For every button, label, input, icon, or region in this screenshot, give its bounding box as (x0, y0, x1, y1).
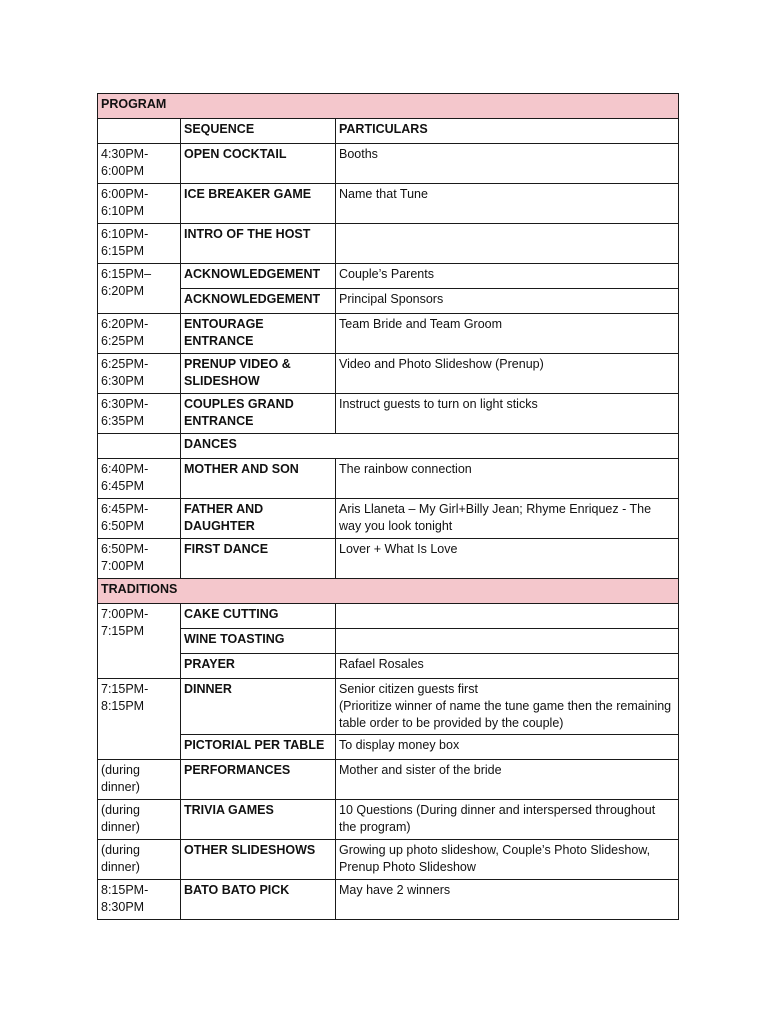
program-table (97, 93, 679, 920)
particulars-cell: 10 Questions (During dinner and interspersed throughout the program) (336, 800, 679, 840)
table-row (98, 144, 679, 184)
particulars-cell: To display money box (336, 735, 679, 760)
particulars-cell: Instruct guests to turn on light sticks (336, 394, 679, 434)
sequence-cell: PERFORMANCES (181, 760, 336, 800)
particulars-cell: Video and Photo Slideshow (Prenup) (336, 354, 679, 394)
particulars-cell: The rainbow connection (336, 459, 679, 499)
table-row (98, 880, 679, 920)
table-row (98, 604, 679, 629)
sequence-cell: PICTORIAL PER TABLE (181, 735, 336, 760)
particulars-cell (336, 629, 679, 654)
time-cell (98, 434, 181, 459)
traditions-section-row (98, 579, 679, 604)
time-cell: 8:15PM- 8:30PM (98, 880, 181, 920)
time-cell: 7:00PM- 7:15PM (98, 604, 181, 679)
sequence-cell: CAKE CUTTING (181, 604, 336, 629)
time-cell: (during dinner) (98, 840, 181, 880)
sequence-cell: DINNER (181, 679, 336, 735)
particulars-cell: Name that Tune (336, 184, 679, 224)
particulars-cell: Couple’s Parents (336, 264, 679, 289)
time-cell: 6:50PM- 7:00PM (98, 539, 181, 579)
particulars-cell: Team Bride and Team Groom (336, 314, 679, 354)
sequence-cell: OTHER SLIDESHOWS (181, 840, 336, 880)
sequence-cell: ACKNOWLEDGEMENT (181, 264, 336, 289)
particulars-cell: Booths (336, 144, 679, 184)
table-row (98, 539, 679, 579)
particulars-cell: Rafael Rosales (336, 654, 679, 679)
header-row (98, 119, 679, 144)
sequence-cell: MOTHER AND SON (181, 459, 336, 499)
table-row (98, 459, 679, 499)
sequence-cell: FATHER AND DAUGHTER (181, 499, 336, 539)
sequence-cell: BATO BATO PICK (181, 880, 336, 920)
particulars-cell: Mother and sister of the bride (336, 760, 679, 800)
sequence-cell: INTRO OF THE HOST (181, 224, 336, 264)
traditions-section-title: TRADITIONS (98, 579, 679, 604)
particulars-cell: Principal Sponsors (336, 289, 679, 314)
dances-row (98, 434, 679, 459)
time-cell: 6:25PM- 6:30PM (98, 354, 181, 394)
table-row (98, 679, 679, 735)
header-particulars: PARTICULARS (336, 119, 679, 144)
sequence-cell: PRENUP VIDEO & SLIDESHOW (181, 354, 336, 394)
table-row (98, 654, 679, 679)
dances-label: DANCES (181, 434, 679, 459)
table-row (98, 184, 679, 224)
table-row (98, 264, 679, 289)
table-row (98, 760, 679, 800)
time-cell: 6:10PM- 6:15PM (98, 224, 181, 264)
particulars-cell (336, 224, 679, 264)
sequence-cell: COUPLES GRAND ENTRANCE (181, 394, 336, 434)
program-section-row (98, 94, 679, 119)
time-cell: 4:30PM- 6:00PM (98, 144, 181, 184)
time-cell: 6:30PM- 6:35PM (98, 394, 181, 434)
header-sequence: SEQUENCE (181, 119, 336, 144)
sequence-cell: ENTOURAGE ENTRANCE (181, 314, 336, 354)
sequence-cell: OPEN COCKTAIL (181, 144, 336, 184)
time-cell: 7:15PM- 8:15PM (98, 679, 181, 760)
sequence-cell: PRAYER (181, 654, 336, 679)
table-row (98, 735, 679, 760)
particulars-cell: Aris Llaneta – My Girl+Billy Jean; Rhyme Enriquez - The way you look tonight (336, 499, 679, 539)
time-cell: 6:15PM– 6:20PM (98, 264, 181, 314)
particulars-cell: Growing up photo slideshow, Couple’s Photo Slideshow, Prenup Photo Slideshow (336, 840, 679, 880)
sequence-cell: FIRST DANCE (181, 539, 336, 579)
time-cell: 6:45PM- 6:50PM (98, 499, 181, 539)
table-row (98, 289, 679, 314)
particulars-cell: Lover + What Is Love (336, 539, 679, 579)
time-cell: 6:00PM- 6:10PM (98, 184, 181, 224)
header-time (98, 119, 181, 144)
particulars-cell: Senior citizen guests first (Prioritize winner of name the tune game then the remaining table order to be provided by the couple) (336, 679, 679, 735)
sequence-cell: TRIVIA GAMES (181, 800, 336, 840)
particulars-cell (336, 604, 679, 629)
time-cell: (during dinner) (98, 800, 181, 840)
time-cell: (during dinner) (98, 760, 181, 800)
time-cell: 6:40PM- 6:45PM (98, 459, 181, 499)
particulars-cell: May have 2 winners (336, 880, 679, 920)
table-row (98, 224, 679, 264)
time-cell: 6:20PM- 6:25PM (98, 314, 181, 354)
table-row (98, 499, 679, 539)
table-row (98, 354, 679, 394)
sequence-cell: ICE BREAKER GAME (181, 184, 336, 224)
program-section-title: PROGRAM (98, 94, 679, 119)
sequence-cell: ACKNOWLEDGEMENT (181, 289, 336, 314)
table-row (98, 800, 679, 840)
table-row (98, 394, 679, 434)
table-row (98, 629, 679, 654)
table-row (98, 314, 679, 354)
sequence-cell: WINE TOASTING (181, 629, 336, 654)
table-row (98, 840, 679, 880)
